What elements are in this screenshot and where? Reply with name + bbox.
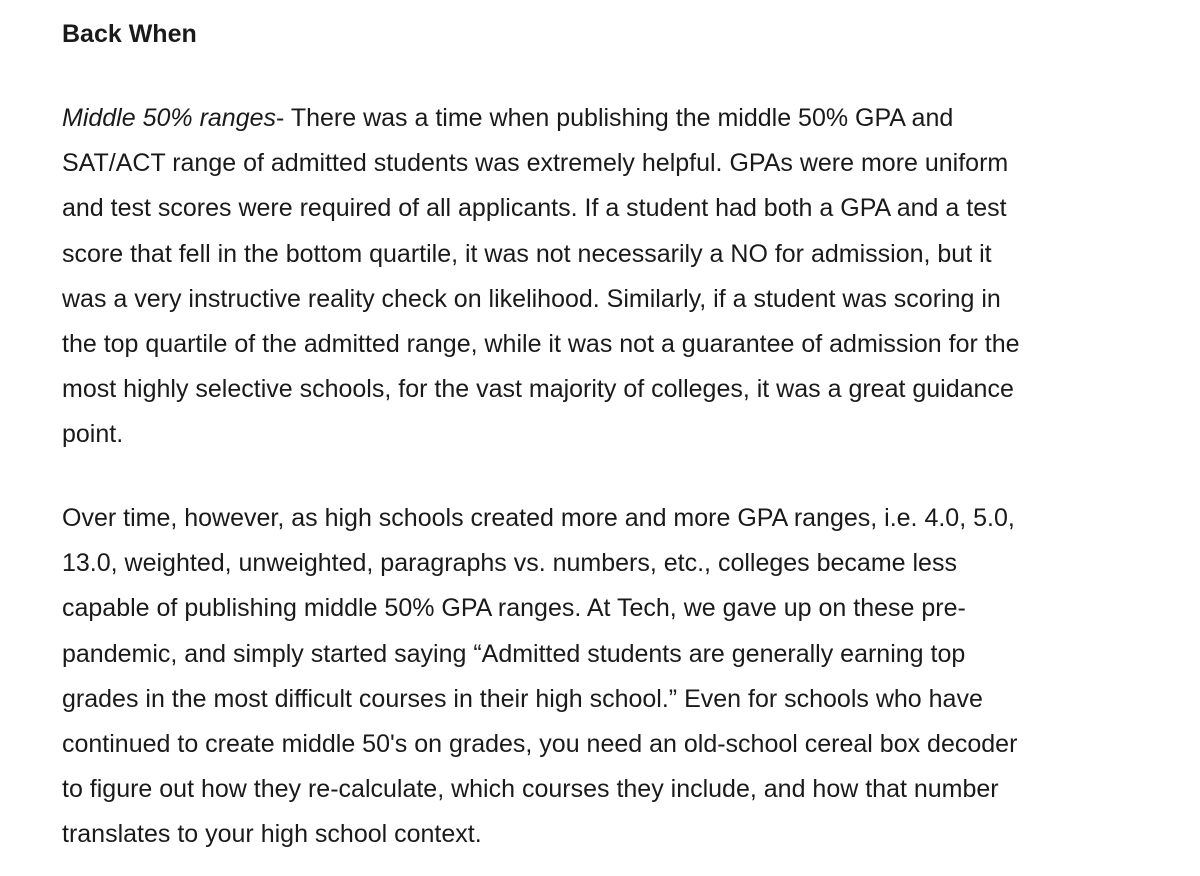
paragraph-line: to figure out how they re-calculate, which courses they include, and how that number — [62, 775, 999, 804]
paragraph-line: the top quartile of the admitted range, while it was not a guarantee of admission for the — [62, 330, 1020, 359]
paragraph-line: continued to create middle 50's on grades, you need an old-school cereal box decoder — [62, 730, 1018, 759]
paragraph-over-time — [62, 496, 1122, 858]
italic-lead-term: Middle 50% ranges — [62, 104, 277, 132]
paragraph-line: point. — [62, 420, 124, 449]
paragraph-line: score that fell in the bottom quartile, it was not necessarily a NO for admission, but it — [62, 239, 992, 268]
paragraph-line: was a very instructive reality check on likelihood. Similarly, if a student was scoring in — [62, 284, 1001, 313]
paragraph-line: translates to your high school context. — [62, 820, 482, 849]
paragraph-line: most highly selective schools, for the vast majority of colleges, it was a great guidance — [62, 375, 1014, 404]
paragraph-line: SAT/ACT range of admitted students was extremely helpful. GPAs were more uniform — [62, 149, 1009, 178]
paragraph-line: grades in the most difficult courses in their high school.” Even for schools who have — [62, 684, 983, 713]
paragraph-line-text: - There was a time when publishing the middle 50% GPA and — [276, 104, 954, 132]
paragraph-line: 13.0, weighted, unweighted, paragraphs vs. numbers, etc., colleges became less — [62, 549, 957, 578]
paragraph-line: and test scores were required of all applicants. If a student had both a GPA and a test — [62, 194, 1007, 223]
paragraph-line — [62, 96, 1122, 141]
paragraph-line: capable of publishing middle 50% GPA ranges. At Tech, we gave up on these pre- — [62, 594, 966, 623]
paragraph-line: Over time, however, as high schools created more and more GPA ranges, i.e. 4.0, 5.0, — [62, 504, 1015, 532]
paragraph-middle-50-ranges — [62, 96, 1122, 458]
paragraph-line: pandemic, and simply started saying “Admitted students are generally earning top — [62, 639, 966, 668]
section-heading: Back When — [62, 20, 197, 48]
